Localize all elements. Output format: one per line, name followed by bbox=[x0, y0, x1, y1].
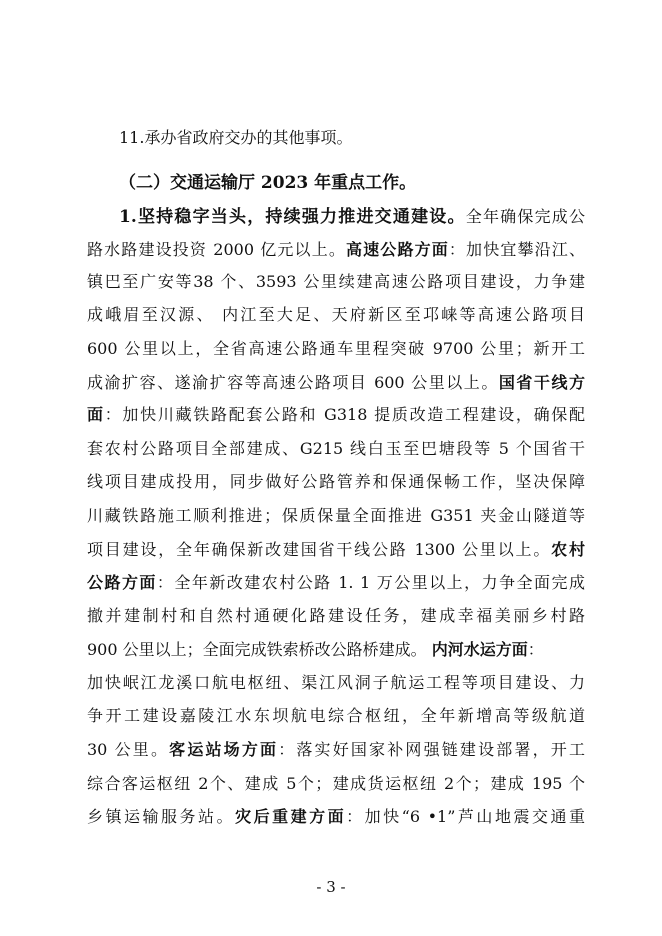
text-run: 600 公里以上，全省高速公路通车里程突破 9700 公里；新开工 bbox=[87, 339, 585, 358]
paragraph-line bbox=[87, 240, 585, 260]
paragraph-line bbox=[87, 640, 585, 660]
paragraph-line bbox=[87, 774, 585, 794]
text-run: 全年确保完成公 bbox=[465, 207, 585, 226]
bold-run: 1.坚持稳字当头，持续强力推进交通建设。 bbox=[119, 207, 466, 227]
paragraph-line bbox=[87, 405, 585, 425]
page-number: - 3 - bbox=[316, 878, 346, 896]
text-run: 成峨眉至汉源、 内江至大足、天府新区至邛崃等高速公路项目 bbox=[87, 305, 585, 324]
text-run: ： bbox=[527, 640, 544, 659]
bold-run: 面 bbox=[87, 405, 105, 424]
text-run: 争开工建设嘉陵江水东坝航电综合枢纽，全年新增高等级航道 bbox=[87, 706, 585, 725]
text-run: 川藏铁路施工顺利推进；保质保量全面推进 G351 夹金山隧道等 bbox=[87, 506, 585, 525]
bold-run: 内河水运方面 bbox=[431, 640, 528, 659]
text-run: ：全年新改建农村公路 1. 1 万公里以上，力争全面完成 bbox=[156, 573, 585, 592]
text-run: 加快岷江龙溪口航电枢纽、渠江风洞子航运工程等项目建设、力 bbox=[87, 673, 585, 692]
bold-run: 客运站场方面 bbox=[169, 740, 279, 759]
paragraph-line bbox=[87, 807, 585, 827]
paragraph-line bbox=[87, 740, 585, 760]
paragraph-line bbox=[87, 439, 585, 459]
paragraph-line bbox=[87, 305, 585, 325]
item-11-text: 11.承办省政府交办的其他事项。 bbox=[119, 128, 353, 147]
bold-run: 公路方面 bbox=[87, 573, 157, 592]
bold-run: 农村 bbox=[551, 540, 585, 559]
paragraph-line bbox=[87, 606, 585, 626]
text-run: 成渝扩容、遂渝扩容等高速公路项目 600 公里以上。 bbox=[87, 373, 499, 392]
text-run: ：加快宜攀沿江、 bbox=[448, 240, 585, 259]
paragraph-line bbox=[87, 573, 585, 593]
text-run: 乡镇运输服务站。 bbox=[87, 807, 236, 826]
text-run: 镇巴至广安等38 个、3593 公里续建高速公路项目建设，力争建 bbox=[87, 272, 585, 291]
text-run: 项目建设，全年确保新改建国省干线公路 1300 公里以上。 bbox=[87, 540, 552, 559]
text-run: 综合客运枢纽 2个、建成 5个；建成货运枢纽 2个；建成 195 个 bbox=[87, 774, 585, 793]
bold-run: 高速公路方面 bbox=[346, 240, 449, 259]
text-run: 撤并建制村和自然村通硬化路建设任务，建成幸福美丽乡村路 bbox=[87, 606, 585, 625]
paragraph-line bbox=[87, 472, 585, 492]
paragraph-line bbox=[87, 540, 585, 560]
paragraph-line bbox=[87, 373, 585, 393]
text-run: ：加快“6 •1”芦山地震交通重 bbox=[346, 807, 585, 826]
bold-run: 国省干线方 bbox=[498, 373, 585, 392]
section-heading: （二）交通运输厅 2023 年重点工作。 bbox=[119, 173, 417, 193]
paragraph-line bbox=[87, 272, 585, 292]
text-run: ：加快川藏铁路配套公路和 G318 提质改造工程建设，确保配 bbox=[104, 405, 585, 424]
paragraph-line bbox=[87, 339, 585, 359]
paragraph-line bbox=[87, 673, 585, 693]
paragraph-line bbox=[87, 706, 585, 726]
text-run: 30 公里。 bbox=[87, 740, 170, 759]
paragraph-line bbox=[119, 207, 585, 227]
text-run: 线项目建成投用，同步做好公路管养和保通保畅工作，坚决保障 bbox=[87, 472, 585, 491]
text-run: 套农村公路项目全部建成、G215 线白玉至巴塘段等 5 个国省干 bbox=[87, 439, 585, 458]
bold-run: 灾后重建方面 bbox=[235, 807, 347, 826]
text-run: 900 公里以上；全面完成铁索桥改公路桥建成。 bbox=[87, 640, 432, 659]
text-run: 路水路建设投资 2000 亿元以上。 bbox=[87, 240, 346, 259]
paragraph-line bbox=[87, 506, 585, 526]
text-run: ：落实好国家补网强链建设部署，开工 bbox=[278, 740, 585, 759]
